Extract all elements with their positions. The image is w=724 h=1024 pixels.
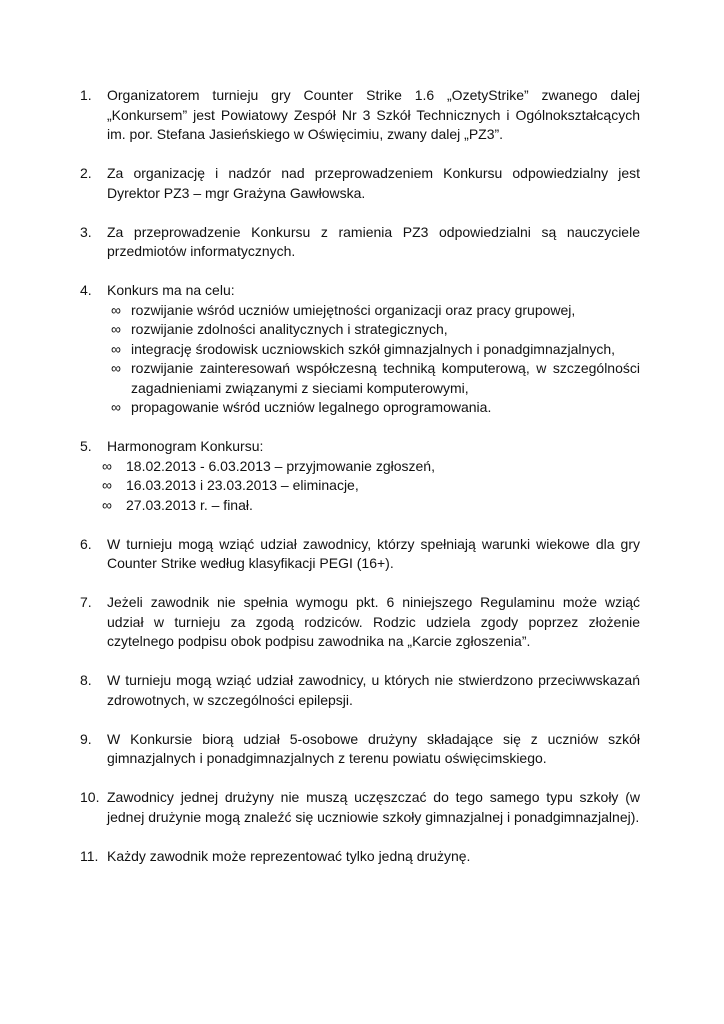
bullet-item: [102, 496, 640, 516]
item-number: 8.: [80, 672, 92, 688]
list-item-4: [80, 281, 640, 418]
bullet-text: 27.03.2013 r. – finał.: [126, 496, 253, 513]
bullet-text: 16.03.2013 i 23.03.2013 – eliminacje,: [126, 477, 359, 493]
item-number: 7.: [80, 594, 92, 610]
bullet-item: [107, 340, 640, 360]
item-text: Jeżeli zawodnik nie spełnia wymogu pkt. 6 niniejszego Regulaminu może wziąć udział w turnieju za zgodą rodziców. Rodzic udziela zgody poprzez złożenie czytelnego podpisu obok podpisu zawodnika na „Karcie zgłoszenia”.: [107, 594, 640, 649]
infinity-bullet-icon: ∞: [111, 360, 121, 376]
item-text: W Konkursie biorą udział 5-osobowe drużyny składające się z uczniów szkół gimnazjalnych i ponadgimnazjalnych z terenu powiatu oświęcimskiego.: [107, 730, 640, 766]
bullet-text: rozwijanie zdolności analitycznych i strategicznych,: [131, 321, 448, 337]
list-item-9: [80, 730, 640, 769]
infinity-bullet-icon: ∞: [102, 457, 112, 474]
bullet-text: rozwijanie zainteresowań współczesną techniką komputerową, w szczególności zagadnieniami związanymi z sieciami komputerowymi,: [131, 360, 640, 396]
item-number: 5.: [80, 438, 92, 454]
list-item-11: [80, 847, 640, 867]
item-text: Organizatorem turnieju gry Counter Strike 1.6 „OzetyStrike” zwanego dalej „Konkursem” jest Powiatowy Zespół Nr 3 Szkół Technicznych i Ogólnokształcących im. por. Stefana Jasieńskiego w Oświęcimiu, zwany dalej „PZ3”.: [107, 87, 640, 142]
infinity-bullet-icon: ∞: [111, 340, 121, 357]
bullet-text: 18.02.2013 - 6.03.2013 – przyjmowanie zgłoszeń,: [126, 457, 435, 474]
item-body: [102, 437, 640, 515]
item-text: Każdy zawodnik może reprezentować tylko jedną drużynę.: [107, 847, 471, 864]
item-body: [107, 281, 640, 418]
infinity-bullet-icon: ∞: [111, 321, 121, 337]
item-text: Za organizację i nadzór nad przeprowadzeniem Konkursu odpowiedzialny jest Dyrektor PZ3 – mgr Grażyna Gawłowska.: [107, 165, 640, 201]
list-item-1: [80, 86, 640, 145]
infinity-bullet-icon: ∞: [102, 496, 112, 513]
item-number: 6.: [80, 535, 92, 552]
item-text: Za przeprowadzenie Konkursu z ramienia PZ3 odpowiedzialni są nauczyciele przedmiotów informatycznych.: [107, 223, 640, 259]
item-text: W turnieju mogą wziąć udział zawodnicy, którzy spełniają warunki wiekowe dla gry Counter Strike według klasyfikacji PEGI (16+).: [107, 535, 640, 571]
bullet-item: [107, 320, 640, 340]
bullet-text: rozwijanie wśród uczniów umiejętności organizacji oraz pracy grupowej,: [131, 301, 576, 318]
bullet-item: [107, 398, 640, 418]
list-item-7: [80, 593, 640, 652]
bullet-item: [102, 457, 640, 477]
item-number: 2.: [80, 165, 92, 181]
bullet-item: [107, 359, 640, 398]
list-item-10: [80, 788, 640, 827]
item-number: 3.: [80, 223, 92, 240]
infinity-bullet-icon: ∞: [111, 399, 121, 415]
list-item-8: [80, 671, 640, 710]
item-text: Harmonogram Konkursu:: [107, 438, 264, 454]
item-number: 11.: [80, 847, 99, 864]
list-item-5: [80, 437, 640, 515]
item-text: W turnieju mogą wziąć udział zawodnicy, u których nie stwierdzono przeciwwskazań zdrowotnych, w szczególności epilepsji.: [107, 672, 640, 708]
bullet-item: [102, 476, 640, 496]
infinity-bullet-icon: ∞: [102, 477, 112, 493]
item-number: 10.: [80, 789, 100, 805]
item-text: Konkurs ma na celu:: [107, 282, 235, 298]
bullet-item: [107, 301, 640, 321]
bullet-text: integrację środowisk uczniowskich szkół gimnazjalnych i ponadgimnazjalnych,: [131, 340, 616, 357]
bullet-text: propagowanie wśród uczniów legalnego oprogramowania.: [131, 399, 492, 415]
list-item-2: [80, 164, 640, 203]
infinity-bullet-icon: ∞: [111, 301, 121, 318]
list-item-6: [80, 535, 640, 574]
list-item-3: [80, 223, 640, 262]
item-number: 1.: [80, 87, 92, 103]
item-text: Zawodnicy jednej drużyny nie muszą uczęszczać do tego samego typu szkoły (w jednej drużynie mogą znaleźć się uczniowie szkoły gimnazjalnej i ponadgimnazjalnej).: [107, 789, 640, 825]
item-number: 9.: [80, 730, 92, 747]
regulations-list: [80, 86, 640, 886]
item-number: 4.: [80, 282, 92, 298]
